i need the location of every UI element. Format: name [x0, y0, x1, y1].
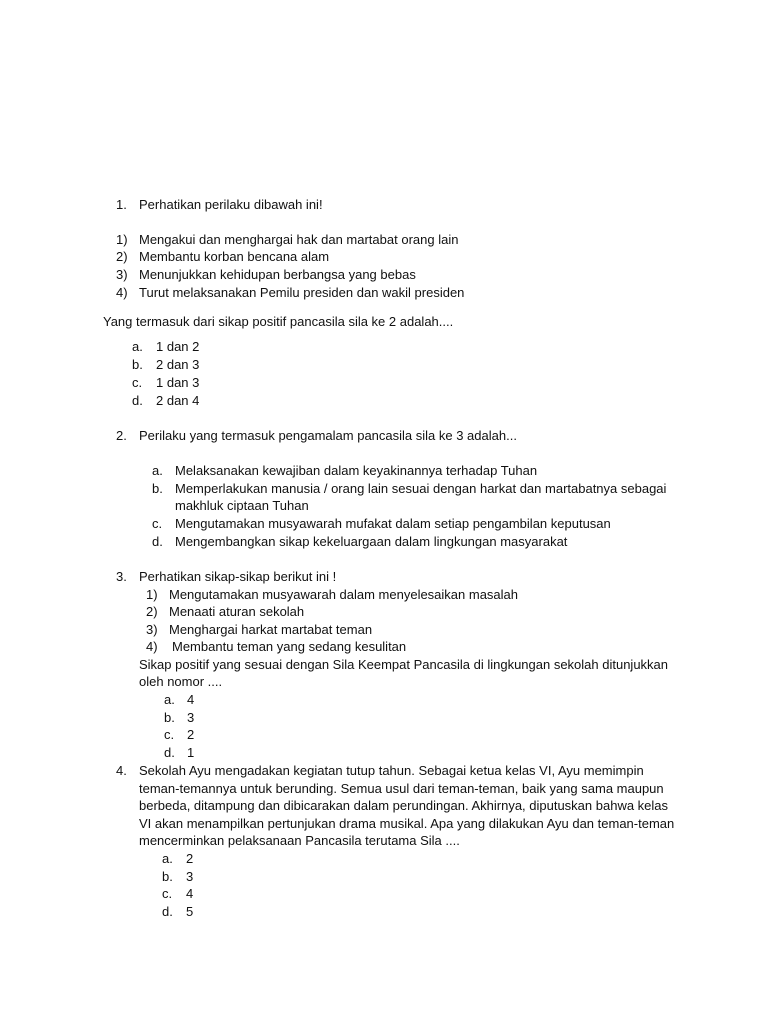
- list-item-marker: 1): [146, 587, 158, 602]
- option-text: 2 dan 4: [156, 393, 200, 408]
- list-item: Mengakui dan menghargai hak dan martabat orang lain: [139, 232, 459, 247]
- option-marker: b.: [152, 481, 163, 496]
- list-item-marker: 2): [146, 604, 158, 619]
- option-marker: a.: [162, 851, 173, 866]
- list-item-marker: 3): [116, 267, 128, 282]
- option-marker: b.: [162, 869, 173, 884]
- question-number: 3.: [116, 569, 127, 584]
- option-marker: c.: [162, 886, 173, 901]
- list-item: Membantu korban bencana alam: [139, 249, 330, 264]
- option-text: Memperlakukan manusia / orang lain sesuai dengan harkat dan martabatnya sebagai: [175, 481, 667, 496]
- option-text: 4: [186, 886, 194, 901]
- option-marker: a.: [164, 692, 175, 707]
- option-marker: c.: [152, 516, 163, 531]
- question-number: 2.: [116, 428, 127, 443]
- option-text: Mengembangkan sikap kekeluargaan dalam lingkungan masyarakat: [175, 534, 568, 549]
- question-prompt-line: oleh nomor ....: [139, 674, 223, 689]
- option-text: 3: [187, 710, 195, 725]
- list-item-marker: 3): [146, 622, 158, 637]
- question-text-line: Sekolah Ayu mengadakan kegiatan tutup tahun. Sebagai ketua kelas VI, Ayu memimpin: [139, 763, 644, 778]
- option-text-continued: makhluk ciptaan Tuhan: [175, 498, 309, 513]
- option-text: Mengutamakan musyawarah mufakat dalam setiap pengambilan keputusan: [175, 516, 611, 531]
- option-marker: a.: [132, 339, 143, 354]
- list-item-marker: 4): [116, 285, 128, 300]
- question-text: Perhatikan perilaku dibawah ini!: [139, 197, 323, 212]
- option-text: 5: [186, 904, 194, 919]
- list-item-marker: 2): [116, 249, 128, 264]
- option-marker: d.: [132, 393, 143, 408]
- question-text-line: VI akan menampilkan pertunjukan drama musikal. Apa yang dilakukan Ayu dan teman-teman: [139, 816, 675, 831]
- option-text: Melaksanakan kewajiban dalam keyakinannya terhadap Tuhan: [175, 463, 538, 478]
- question-text-line: teman-temannya untuk berunding. Semua usul dari teman-teman, baik yang sama maupun: [139, 781, 664, 796]
- option-text: 2: [187, 727, 195, 742]
- list-item: Turut melaksanakan Pemilu presiden dan wakil presiden: [139, 285, 465, 300]
- option-text: 1 dan 3: [156, 375, 200, 390]
- option-text: 3: [186, 869, 194, 884]
- option-marker: b.: [132, 357, 143, 372]
- option-marker: c.: [164, 727, 175, 742]
- question-text: Perilaku yang termasuk pengamalam pancasila sila ke 3 adalah...: [139, 428, 517, 443]
- option-text: 2 dan 3: [156, 357, 200, 372]
- question-number: 1.: [116, 197, 127, 212]
- list-item: Menghargai harkat martabat teman: [169, 622, 373, 637]
- question-prompt-line: Sikap positif yang sesuai dengan Sila Keempat Pancasila di lingkungan sekolah ditunjukkan: [139, 657, 669, 672]
- option-text: 1: [187, 745, 195, 760]
- option-marker: d.: [162, 904, 173, 919]
- option-marker: d.: [152, 534, 163, 549]
- question-prompt: Yang termasuk dari sikap positif pancasila sila ke 2 adalah....: [103, 314, 454, 329]
- question-text: Perhatikan sikap-sikap berikut ini !: [139, 569, 337, 584]
- option-text: 4: [187, 692, 195, 707]
- list-item-marker: 4): [146, 639, 158, 654]
- option-marker: b.: [164, 710, 175, 725]
- option-text: 1 dan 2: [156, 339, 200, 354]
- question-number: 4.: [116, 763, 127, 778]
- list-item: Menunjukkan kehidupan berbangsa yang bebas: [139, 267, 416, 282]
- question-text-line: berbeda, ditampung dan dibicarakan dalam perundingan. Akhirnya, diputuskan bahwa kelas: [139, 798, 669, 813]
- list-item: Membantu teman yang sedang kesulitan: [172, 639, 407, 654]
- option-marker: c.: [132, 375, 143, 390]
- list-item: Menaati aturan sekolah: [169, 604, 305, 619]
- option-marker: a.: [152, 463, 163, 478]
- list-item: Mengutamakan musyawarah dalam menyelesaikan masalah: [169, 587, 519, 602]
- option-text: 2: [186, 851, 194, 866]
- list-item-marker: 1): [116, 232, 128, 247]
- option-marker: d.: [164, 745, 175, 760]
- question-text-line: mencerminkan pelaksanaan Pancasila terutama Sila ....: [139, 833, 460, 848]
